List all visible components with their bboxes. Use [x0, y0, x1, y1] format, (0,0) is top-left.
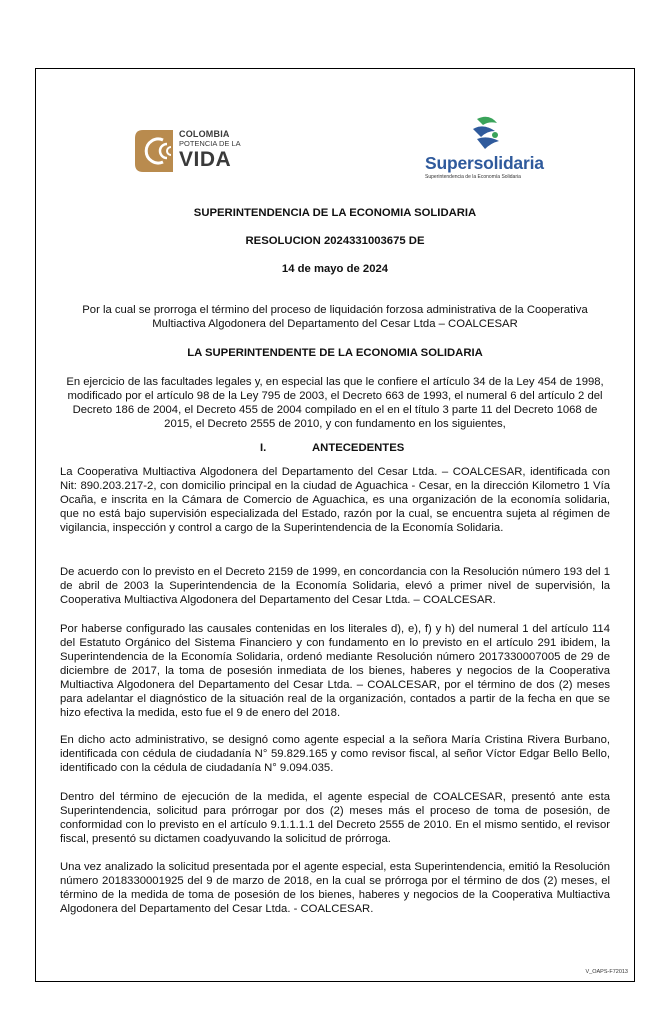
paragraph-6: Una vez analizado la solicitud presentada por el agente especial, esta Superintendencia, emitió la Resolución número 2018330001925 del 9 de marzo de 2018, en la cual se prórroga por el término de dos (2) meses, el término de la medida de toma de posesión de los bienes, haberes y negocios de la Cooperativa Multiactiva Algodonera del Departamento del Cesar Ltda. - COALCESAR. [60, 861, 610, 915]
paragraph-1: La Cooperativa Multiactiva Algodonera del Departamento del Cesar Ltda. – COALCESAR, identificada con Nit: 890.203.217-2, con domicilio principal en la ciudad de Aguachica - Cesar, en la dirección Kilometro 1 Vía Ocaña, e inscrita en la Cámara de Comercio de Aguachica, es una organización de la economía solidaria, que no está bajo supervisión especializada del Estado, razón por la cual, se encuentra sujeta al régimen de vigilancia, inspección y control a cargo de la Superintendencia de la Economía Solidaria. [60, 466, 610, 534]
logo-text-potencia: POTENCIA DE LA [179, 139, 241, 148]
resolution-summary: Por la cual se prorroga el término del proceso de liquidación forzosa administrativa de la Cooperativa Multiactiva Algodonera del Departamento del Cesar Ltda – COALCESAR [82, 304, 588, 330]
paragraph-4: En dicho acto administrativo, se designó como agente especial a la señora María Cristina Rivera Burbano, identificada con cédula de ciudadanía N° 59.829.165 y como revisor fiscal, al señor Víctor Edgar Bello Bello, identificado con la cédula de ciudadanía N° 9.094.035. [60, 734, 610, 774]
section-number: I. [260, 442, 267, 454]
resolution-number: RESOLUCION 2024331003675 DE [245, 235, 425, 247]
supersolidaria-wordmark: Supersolidaria [425, 153, 544, 173]
section-title: ANTECEDENTES [312, 442, 405, 454]
legal-powers-paragraph: En ejercicio de las facultades legales y, en especial las que le confiere el artículo 34 de la Ley 454 de 1998, modificado por el artículo 98 de la Ley 795 de 2003, el Decreto 663 de 1993, el numeral 6 del artículo 2 del Decreto 186 de 2004, el Decreto 455 de 2004 compilado en el en el título 3 parte 11 del Decreto 1068 de 2015, el Decreto 2555 de 2010, y con fundamento en los siguientes, [66, 376, 604, 430]
form-code: V_OAPS-F72013 [585, 969, 628, 975]
colombia-emblem-icon [133, 128, 177, 174]
paragraph-3: Por haberse configurado las causales contenidas en los literales d), e), f) y h) del numeral 1 del artículo 114 del Estatuto Orgánico del Sistema Financiero y con fundamento en lo previsto en el artículo 291 ibidem, la Superintendencia de la Economía Solidaria, ordenó mediante Resolución número 2017330007005 de 29 de diciembre de 2017, la toma de posesión inmediata de los bienes, haberes y negocios de la Cooperativa Multiactiva Algodonera del Departamento del Cesar Ltda. – COALCESAR, por el término de dos (2) meses para adelantar el diagnóstico de la situación real de la organización, contados a partir de la fecha en que se hizo efectiva la medida, esto fue el 9 de enero del 2018. [60, 623, 610, 719]
logo-text-vida: VIDA [179, 147, 232, 171]
paragraph-2: De acuerdo con lo previsto en el Decreto 2159 de 1999, en concordancia con la Resolución número 193 del 1 de abril de 2003 la Superintendencia de la Economía Solidaria, elevó a primer nivel de supervisión, la Cooperativa Multiactiva Algodonera del Departamento del Cesar Ltda. – COALCESAR. [60, 566, 610, 606]
authority-heading: LA SUPERINTENDENTE DE LA ECONOMIA SOLIDARIA [187, 347, 483, 359]
section-heading [260, 442, 404, 454]
entity-title: SUPERINTENDENCIA DE LA ECONOMIA SOLIDARIA [193, 207, 477, 219]
supersolidaria-logo [425, 115, 545, 190]
logo-text-colombia: COLOMBIA [179, 129, 230, 139]
paragraph-5: Dentro del término de ejecución de la medida, el agente especial de COALCESAR, presentó ante esta Superintendencia, solicitud para prórrogar por dos (2) meses más el proceso de toma de posesión, de conformidad con lo previsto en el artículo 9.1.1.1.1 del Decreto 2555 de 2010. En el mismo sentido, el revisor fiscal, presentó su dictamen coadyuvando la solicitud de prórroga. [60, 791, 610, 845]
supersolidaria-emblem-icon [469, 115, 503, 151]
supersolidaria-subtitle: Superintendencia de la Economía Solidaria [425, 174, 521, 180]
resolution-date: 14 de mayo de 2024 [281, 263, 389, 275]
colombia-potencia-vida-logo [133, 128, 263, 174]
